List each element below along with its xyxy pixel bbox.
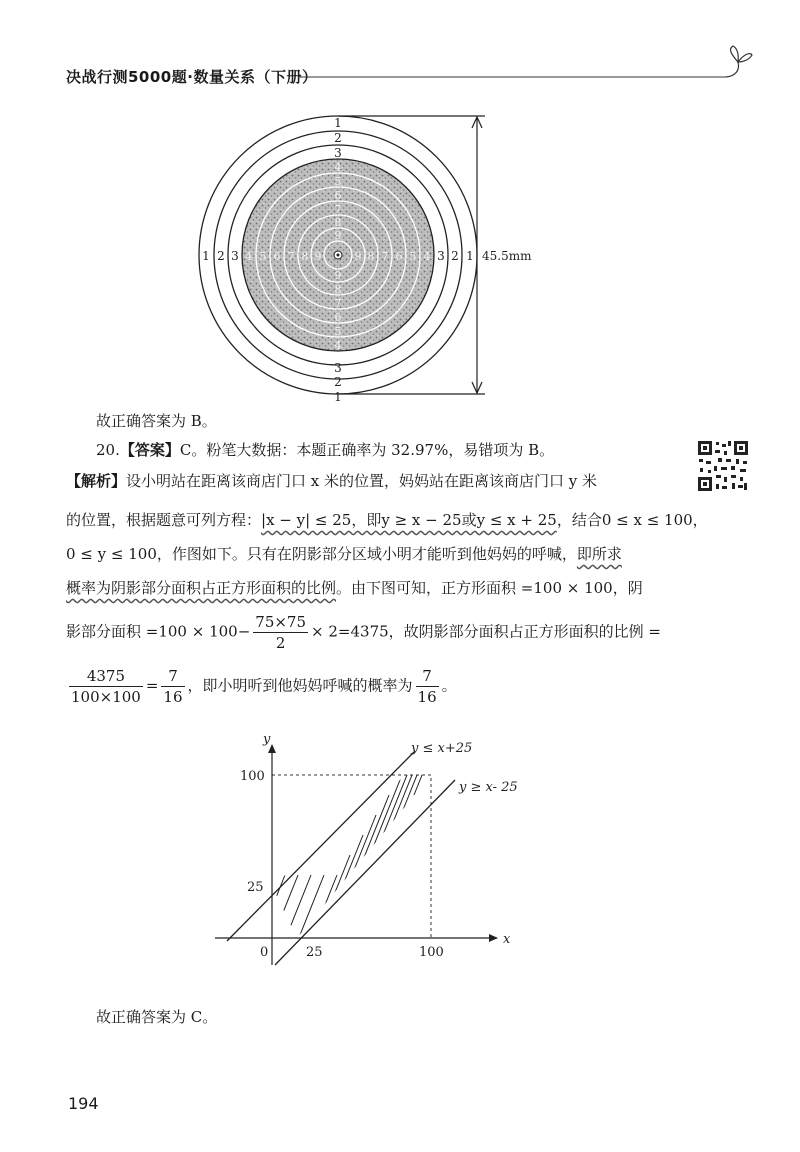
- ring-label: 3: [334, 146, 342, 160]
- analysis-text: 0 ≤ y ≤ 100，作图如下。只有在阴影部分区域小明才能听到他妈妈的呼喊，: [66, 545, 577, 563]
- tick-x-25: 25: [306, 945, 323, 960]
- ring-label: 2: [334, 131, 342, 145]
- fraction-denominator: 16: [163, 688, 183, 706]
- fraction-denominator: 16: [417, 688, 437, 706]
- dimension-label: 45.5mm: [482, 249, 532, 263]
- y-axis-label: y: [263, 732, 271, 747]
- analysis-tag: 【解析】: [66, 472, 127, 490]
- ring-label: 8: [367, 250, 375, 263]
- fraction: [69, 666, 143, 707]
- ring-label: 3: [231, 249, 239, 263]
- answer-text: C。粉笔大数据：本题正确率为 32.97%，易错项为 B。: [179, 441, 555, 459]
- analysis-text: 。由下图可知，正方形面积 =100 × 100，阴: [336, 579, 643, 597]
- ring-label: 2: [217, 249, 225, 263]
- answer-tag: 【答案】: [119, 441, 180, 459]
- analysis-line-6: [66, 666, 457, 707]
- fraction-numerator: 75×75: [255, 613, 307, 631]
- page-number: 194: [68, 1094, 99, 1113]
- ring-label: 3: [334, 361, 342, 375]
- analysis-text: ，结合0 ≤ x ≤ 100，: [556, 511, 708, 529]
- ring-label: 8: [334, 216, 342, 229]
- ring-label: 6: [273, 250, 281, 263]
- analysis-text: × 2=4375，故阴影部分面积占正方形面积的比例 =: [311, 622, 661, 641]
- ring-label: 6: [395, 250, 403, 263]
- fraction-denominator: 100×100: [71, 688, 141, 706]
- ring-label: 8: [301, 250, 309, 263]
- ring-label: 6: [334, 189, 342, 202]
- target-figure: [195, 108, 555, 404]
- analysis-text: 设小明站在距离该商店门口 x 米的位置，妈妈站在距离该商店门口 y 米: [126, 472, 598, 490]
- line-upper-label: y ≤ x+25: [411, 741, 473, 756]
- ring-label: 9: [354, 250, 362, 263]
- ring-label: 6: [334, 311, 342, 324]
- analysis-line-5: [66, 612, 661, 653]
- ring-label: 5: [334, 325, 342, 338]
- ring-label: 7: [334, 203, 342, 216]
- probability-graph: [205, 725, 535, 970]
- ring-label: 1: [334, 390, 342, 404]
- qr-code-icon: [696, 439, 750, 493]
- ring-label: 8: [334, 283, 342, 296]
- fraction-denominator: 2: [275, 634, 286, 652]
- ring-label: 2: [334, 375, 342, 389]
- tick-x-100: 100: [419, 945, 444, 960]
- ring-label: 1: [334, 116, 342, 130]
- tick-origin: 0: [260, 945, 269, 960]
- ring-label: 4: [423, 250, 431, 263]
- analysis-line-2: [66, 510, 708, 530]
- x-axis-label: x: [503, 932, 511, 947]
- key-point-underlined: 概率为阴影部分面积占正方形面积的比例: [66, 579, 337, 597]
- ring-label: 4: [245, 250, 253, 263]
- ring-label: 9: [334, 229, 342, 242]
- equation-underlined: |x − y| ≤ 25，即y ≥ x − 25或y ≤ x + 25: [261, 511, 557, 529]
- answer-line-c: 故正确答案为 C。: [96, 1008, 218, 1026]
- fraction: [416, 666, 439, 707]
- question-number: 20.: [96, 441, 120, 459]
- fraction-numerator: 7: [416, 666, 439, 687]
- answer-line-b: 故正确答案为 B。: [96, 412, 217, 430]
- analysis-text: ，即小明听到他妈妈呼喊的概率为: [187, 676, 413, 695]
- ring-label: 5: [334, 175, 342, 188]
- analysis-line-3: [66, 544, 622, 564]
- ring-label: 4: [334, 161, 342, 174]
- ring-label: 9: [314, 250, 322, 263]
- fraction-numerator: 4375: [69, 666, 143, 687]
- ring-label: 5: [409, 250, 417, 263]
- fraction: [161, 666, 184, 707]
- ring-label: 1: [466, 249, 474, 263]
- line-lower-label: y ≥ x- 25: [459, 780, 518, 795]
- sprout-icon: [731, 46, 752, 62]
- analysis-text: 。: [441, 676, 457, 695]
- line-lower: [275, 780, 455, 965]
- ring-label: 9: [334, 269, 342, 282]
- qr-code[interactable]: [696, 439, 750, 493]
- analysis-text: 的位置，根据题意可列方程：: [66, 511, 262, 529]
- ring-label: 3: [437, 249, 445, 263]
- header-rule: [0, 0, 800, 100]
- tick-y-25: 25: [247, 880, 264, 895]
- ring-label: 4: [334, 339, 342, 352]
- ring-label: 2: [451, 249, 459, 263]
- ring-label: 1: [202, 249, 210, 263]
- fraction-numerator: 7: [161, 666, 184, 687]
- ring-label: 7: [334, 297, 342, 310]
- q20-answer-line: [96, 440, 554, 460]
- equals-sign: =: [145, 676, 159, 695]
- analysis-text: 影部分面积 =100 × 100−: [66, 622, 251, 641]
- ring-label: 5: [259, 250, 267, 263]
- fraction: [253, 612, 308, 653]
- analysis-line-4: [66, 578, 643, 598]
- ring-label: 7: [381, 250, 389, 263]
- key-point-underlined: 即所求: [576, 545, 622, 563]
- running-header-title: 决战行测5000题·数量关系（下册）: [66, 68, 318, 86]
- tick-y-100: 100: [240, 769, 265, 784]
- shaded-region: [245, 725, 467, 970]
- ring-label: 7: [287, 250, 295, 263]
- analysis-line-1: [66, 471, 597, 491]
